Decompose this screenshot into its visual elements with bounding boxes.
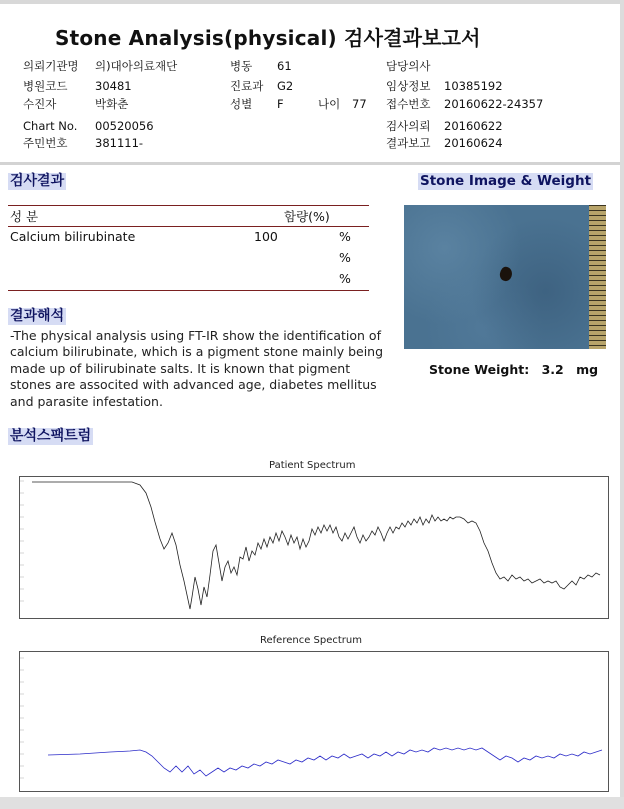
patient-spectrum-line bbox=[32, 482, 600, 609]
reference-spectrum-plot bbox=[19, 651, 609, 792]
field-request-date bbox=[386, 119, 503, 133]
patient-spectrum-caption: Patient Spectrum bbox=[269, 460, 356, 471]
spectrum-heading: 분석스팩트럼 bbox=[10, 428, 92, 444]
reference-spectrum-svg bbox=[20, 652, 608, 791]
field-patient-name bbox=[23, 97, 129, 111]
table-rule-header bbox=[8, 226, 369, 227]
field-label: 임상정보 bbox=[386, 79, 431, 93]
field-resident-no bbox=[23, 136, 144, 150]
field-label: 의뢰기관명 bbox=[23, 59, 79, 73]
table-rule-top bbox=[8, 205, 369, 206]
row-1-unit: % bbox=[339, 229, 351, 244]
field-label: 검사의뢰 bbox=[386, 119, 431, 133]
field-label: Chart No. bbox=[23, 119, 78, 133]
field-label: 나이 bbox=[318, 97, 341, 111]
field-department bbox=[230, 79, 294, 93]
field-sex bbox=[230, 97, 284, 111]
row-1-value: 100 bbox=[254, 229, 278, 244]
stone-weight-label: Stone Weight: bbox=[429, 362, 530, 377]
field-label: 결과보고 bbox=[386, 136, 431, 150]
field-label: 주민번호 bbox=[23, 136, 68, 150]
field-doctor bbox=[386, 59, 430, 73]
patient-axis-ticks bbox=[20, 481, 24, 601]
header-divider bbox=[0, 162, 620, 165]
table-rule-bottom bbox=[8, 290, 369, 291]
stone-image-heading: Stone Image & Weight bbox=[420, 173, 592, 189]
field-label: 담당의사 bbox=[386, 59, 431, 73]
field-label: 수진자 bbox=[23, 97, 57, 111]
field-value: 61 bbox=[277, 59, 292, 73]
field-value: 30481 bbox=[95, 79, 132, 93]
field-label: 진료과 bbox=[230, 79, 264, 93]
interpretation-text: -The physical analysis using FT-IR show the identification of calcium bilirubinate, which is a pigment stone mainly being made up of bilirubinate salts. It is known that pigment stones are associted with advanced age, diabetes mellitus and parasite infestation. bbox=[10, 328, 384, 409]
field-report-date bbox=[386, 136, 503, 150]
field-value: 20160622 bbox=[444, 119, 503, 133]
patient-spectrum-plot bbox=[19, 476, 609, 619]
col-header-content: 함량(%) bbox=[284, 209, 330, 224]
field-value: 의)대아의료재단 bbox=[95, 59, 178, 73]
interpretation-heading: 결과해석 bbox=[10, 308, 65, 324]
stone-weight-value: 3.2 bbox=[541, 362, 564, 377]
reference-spectrum-caption: Reference Spectrum bbox=[260, 635, 362, 646]
field-chart-no bbox=[23, 119, 154, 133]
field-label: 병원코드 bbox=[23, 79, 68, 93]
page-edge-right bbox=[620, 0, 624, 809]
stone-weight-unit: mg bbox=[576, 362, 599, 377]
patient-spectrum-svg bbox=[20, 477, 608, 618]
ruler-scale bbox=[589, 205, 606, 349]
field-value: 381111- bbox=[95, 136, 144, 150]
field-value: G2 bbox=[277, 79, 294, 93]
field-value: 20160624 bbox=[444, 136, 503, 150]
field-age bbox=[318, 97, 367, 111]
field-value: 77 bbox=[352, 97, 367, 111]
field-accession-no bbox=[386, 97, 544, 111]
stone-weight bbox=[429, 362, 598, 377]
field-value: 10385192 bbox=[444, 79, 503, 93]
page-edge-top bbox=[0, 0, 624, 4]
field-value: 20160622-24357 bbox=[444, 97, 544, 111]
row-2-unit: % bbox=[339, 250, 351, 265]
field-hospital-code bbox=[23, 79, 132, 93]
row-1-component: Calcium bilirubinate bbox=[10, 229, 136, 244]
field-value: 00520056 bbox=[95, 119, 154, 133]
field-value: 박화춘 bbox=[95, 97, 129, 111]
field-label: 성별 bbox=[230, 97, 253, 111]
reference-spectrum-line bbox=[48, 748, 602, 776]
col-header-component: 성 분 bbox=[10, 209, 39, 224]
field-label: 병동 bbox=[230, 59, 253, 73]
page-edge-bottom bbox=[0, 797, 624, 809]
field-value: F bbox=[277, 97, 284, 111]
report-title: Stone Analysis(physical) 검사결과보고서 bbox=[55, 26, 481, 50]
row-3-unit: % bbox=[339, 271, 351, 286]
field-label: 접수번호 bbox=[386, 97, 431, 111]
field-institution bbox=[23, 59, 178, 73]
stone-photo bbox=[404, 205, 606, 349]
reference-axis-ticks bbox=[20, 658, 24, 778]
result-heading: 검사결과 bbox=[10, 173, 65, 189]
field-clinical-info bbox=[386, 79, 503, 93]
field-ward bbox=[230, 59, 292, 73]
